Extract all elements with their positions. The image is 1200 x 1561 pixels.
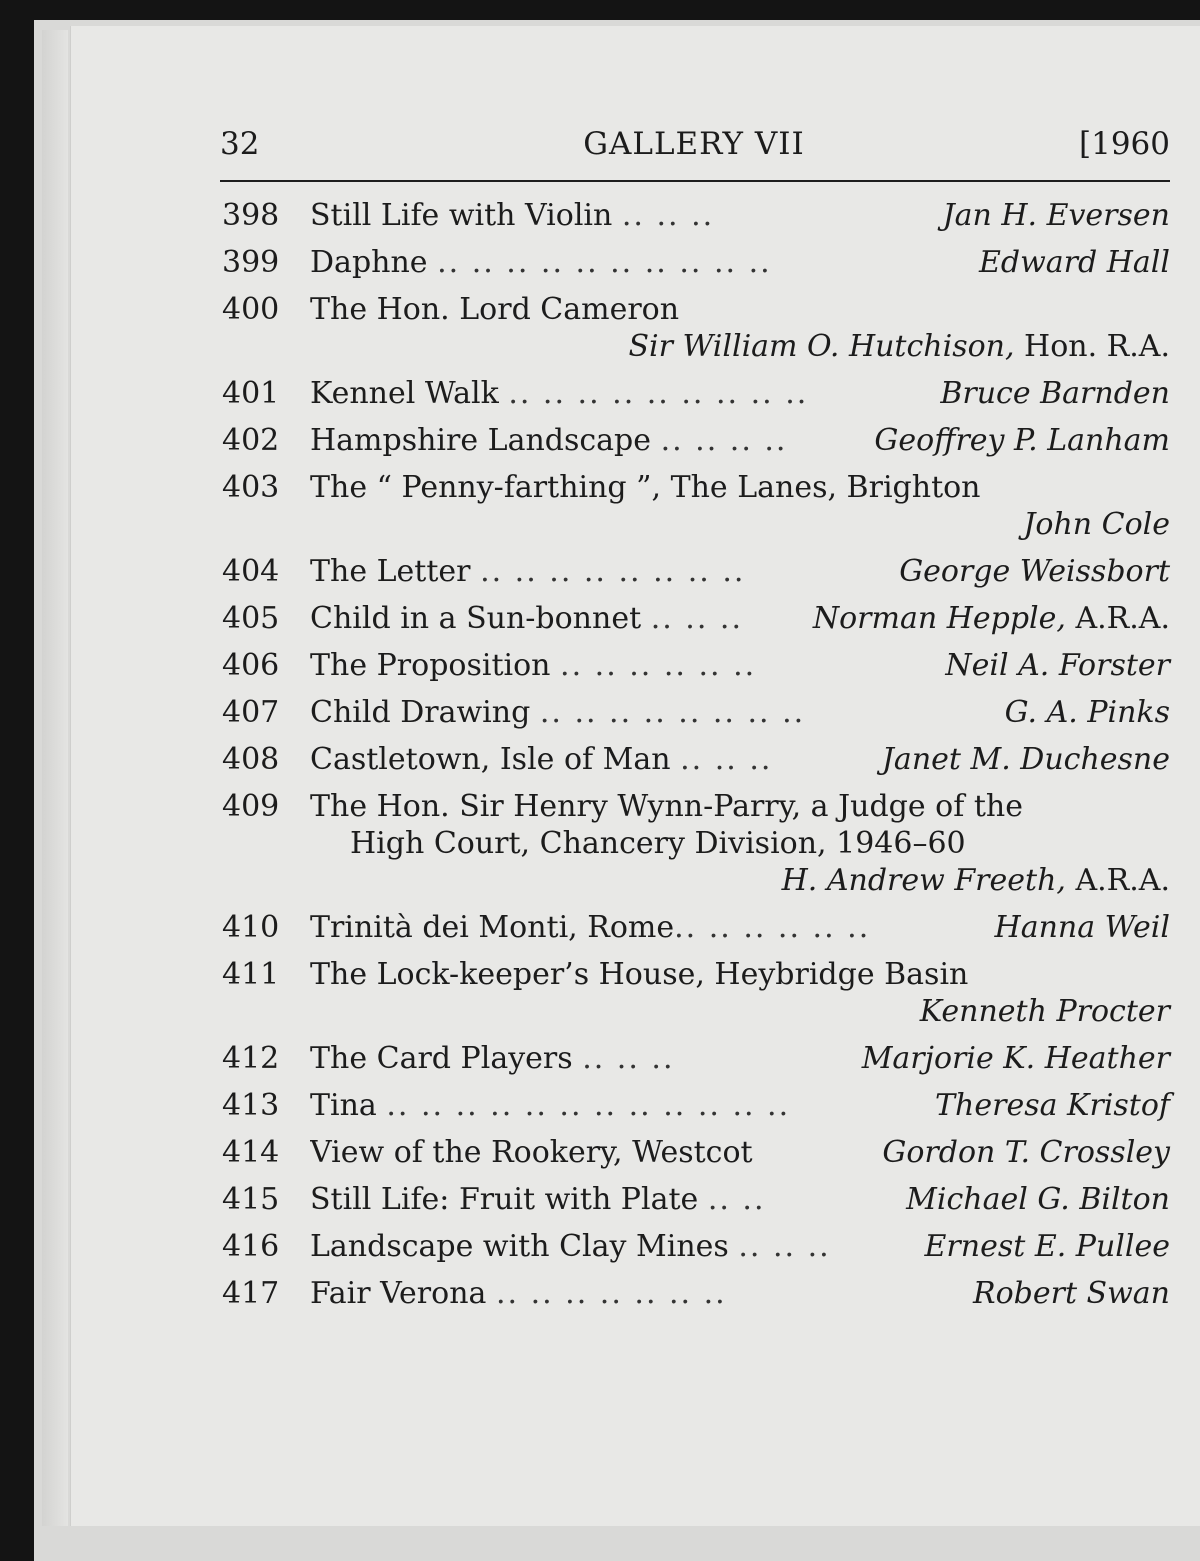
running-header bbox=[218, 126, 1170, 170]
catalogue-entry bbox=[220, 646, 1170, 693]
artist-name: Gordon T. Crossley bbox=[882, 1135, 1170, 1170]
entry-title: Fair Verona bbox=[310, 1276, 487, 1311]
catalogue-entry bbox=[220, 243, 1170, 290]
artist-name: Kenneth Procter bbox=[919, 994, 1170, 1029]
entry-artist bbox=[1013, 507, 1170, 542]
entry-artist bbox=[969, 245, 1170, 280]
entry-artist bbox=[852, 1041, 1170, 1076]
entry-title: The Hon. Sir Henry Wynn-Parry, a Judge of the bbox=[310, 789, 1023, 824]
artist-name: Bruce Barnden bbox=[940, 376, 1170, 411]
catalogue-entry bbox=[220, 599, 1170, 646]
catalogue-entries bbox=[220, 196, 1170, 1321]
entry-title: The “ Penny-farthing ”, The Lanes, Brighton bbox=[310, 470, 981, 505]
entry-title-line: Castletown, Isle of Man .. .. .. bbox=[310, 742, 773, 777]
catalogue-entry bbox=[220, 1180, 1170, 1227]
entry-title-line bbox=[310, 789, 1170, 824]
entry-title-line: Still Life: Fruit with Plate .. .. bbox=[310, 1182, 766, 1217]
entry-artist bbox=[889, 554, 1170, 589]
artist-name: Theresa Kristof bbox=[935, 1088, 1170, 1123]
entry-artist bbox=[772, 863, 1170, 898]
entry-title-line: Landscape with Clay Mines .. .. .. bbox=[310, 1229, 831, 1264]
catalogue-number: 417 bbox=[222, 1276, 280, 1311]
entry-title-line: The Proposition .. .. .. .. .. .. bbox=[310, 648, 757, 683]
catalogue-number: 404 bbox=[222, 554, 280, 589]
entry-artist bbox=[963, 1276, 1170, 1311]
entry-title-line: Hampshire Landscape .. .. .. .. bbox=[310, 423, 788, 458]
page-edges bbox=[42, 30, 68, 1526]
artist-name: G. A. Pinks bbox=[1004, 695, 1170, 730]
catalogue-number: 401 bbox=[222, 376, 280, 411]
catalogue-number: 414 bbox=[222, 1135, 280, 1170]
entry-title: The Lock-keeper’s House, Heybridge Basin bbox=[310, 957, 969, 992]
page-number: 32 bbox=[220, 126, 260, 162]
artist-name: Neil A. Forster bbox=[945, 648, 1170, 683]
entry-artist bbox=[872, 1135, 1170, 1170]
catalogue-number: 408 bbox=[222, 742, 280, 777]
catalogue-entry bbox=[220, 374, 1170, 421]
artist-name: Janet M. Duchesne bbox=[881, 742, 1170, 777]
catalogue-entry bbox=[220, 1086, 1170, 1133]
catalogue-number: 405 bbox=[222, 601, 280, 636]
artist-honours: Hon. R.A. bbox=[1014, 329, 1170, 364]
entry-artist bbox=[933, 198, 1170, 233]
entry-artist bbox=[618, 329, 1170, 364]
entry-artist bbox=[803, 601, 1170, 636]
entry-title-line: Daphne .. .. .. .. .. .. .. .. .. .. bbox=[310, 245, 772, 280]
artist-honours: A.R.A. bbox=[1065, 601, 1170, 636]
entry-title: The Hon. Lord Cameron bbox=[310, 292, 680, 327]
entry-artist bbox=[864, 423, 1170, 458]
entry-title-line bbox=[310, 470, 1170, 505]
header-rule bbox=[220, 180, 1170, 182]
entry-artist bbox=[995, 695, 1170, 730]
catalogue-number: 407 bbox=[222, 695, 280, 730]
entry-title: The Letter bbox=[310, 554, 471, 589]
entry-artist bbox=[935, 648, 1170, 683]
catalogue-number: 409 bbox=[222, 789, 280, 824]
entry-title-line: The Card Players .. .. .. bbox=[310, 1041, 675, 1076]
artist-name: Robert Swan bbox=[973, 1276, 1170, 1311]
catalogue-number: 402 bbox=[222, 423, 280, 458]
artist-name: Sir William O. Hutchison, bbox=[628, 329, 1015, 364]
entry-artist bbox=[925, 1088, 1170, 1123]
catalogue-entry bbox=[220, 787, 1170, 908]
catalogue-number: 412 bbox=[222, 1041, 280, 1076]
entry-title-line: Child Drawing .. .. .. .. .. .. .. .. bbox=[310, 695, 806, 730]
entry-title: Daphne bbox=[310, 245, 428, 280]
entry-artist bbox=[985, 910, 1170, 945]
catalogue-entry bbox=[220, 693, 1170, 740]
catalogue-entry bbox=[220, 421, 1170, 468]
entry-title-continuation bbox=[350, 826, 1170, 861]
entry-title-line bbox=[310, 292, 1170, 327]
entry-title: The Proposition bbox=[310, 648, 551, 683]
entry-title: View of the Rookery, Westcot bbox=[310, 1135, 753, 1170]
artist-honours: A.R.A. bbox=[1065, 863, 1170, 898]
entry-title-line: Still Life with Violin .. .. .. bbox=[310, 198, 715, 233]
catalogue-entry bbox=[220, 1227, 1170, 1274]
catalogue-number: 410 bbox=[222, 910, 280, 945]
entry-title: Trinità dei Monti, Rome bbox=[310, 910, 675, 945]
entry-artist bbox=[872, 742, 1170, 777]
catalogue-entry bbox=[220, 955, 1170, 1039]
catalogue-number: 403 bbox=[222, 470, 280, 505]
entry-title-line: Kennel Walk .. .. .. .. .. .. .. .. .. bbox=[310, 376, 809, 411]
entry-title: Child Drawing bbox=[310, 695, 531, 730]
artist-name: Edward Hall bbox=[979, 245, 1170, 280]
artist-name: Michael G. Bilton bbox=[906, 1182, 1170, 1217]
catalogue-number: 416 bbox=[222, 1229, 280, 1264]
entry-title-line: The Letter .. .. .. .. .. .. .. .. bbox=[310, 554, 746, 589]
entry-artist bbox=[896, 1182, 1170, 1217]
entry-title: Child in a Sun-bonnet bbox=[310, 601, 642, 636]
entry-title: The Card Players bbox=[310, 1041, 573, 1076]
artist-name: Ernest E. Pullee bbox=[924, 1229, 1170, 1264]
year-label: [1960 bbox=[1079, 126, 1170, 162]
artist-name: Hanna Weil bbox=[994, 910, 1170, 945]
entry-title-line: Child in a Sun-bonnet .. .. .. bbox=[310, 601, 743, 636]
section-title: GALLERY VII bbox=[583, 126, 805, 162]
entry-artist bbox=[930, 376, 1170, 411]
catalogue-entry bbox=[220, 740, 1170, 787]
entry-title-line: Fair Verona .. .. .. .. .. .. .. bbox=[310, 1276, 727, 1311]
entry-title: Tina bbox=[310, 1088, 377, 1123]
catalogue-number: 400 bbox=[222, 292, 280, 327]
entry-title: Hampshire Landscape bbox=[310, 423, 652, 458]
entry-artist bbox=[915, 1229, 1170, 1264]
artist-name: Geoffrey P. Lanham bbox=[874, 423, 1170, 458]
artist-name: Marjorie K. Heather bbox=[861, 1041, 1170, 1076]
catalogue-entry bbox=[220, 196, 1170, 243]
artist-name: Jan H. Eversen bbox=[942, 198, 1170, 233]
entry-title-line: Trinità dei Monti, Rome.. .. .. .. .. .. bbox=[310, 910, 871, 945]
catalogue-entry bbox=[220, 552, 1170, 599]
catalogue-entry bbox=[220, 1133, 1170, 1180]
catalogue-entry bbox=[220, 290, 1170, 374]
entry-title: Castletown, Isle of Man bbox=[310, 742, 671, 777]
catalogue-number: 406 bbox=[222, 648, 280, 683]
entry-title-cont: High Court, Chancery Division, 1946–60 bbox=[350, 826, 966, 861]
entry-title: Landscape with Clay Mines bbox=[310, 1229, 729, 1264]
artist-name: John Cole bbox=[1023, 507, 1170, 542]
entry-title: Still Life with Violin bbox=[310, 198, 613, 233]
catalogue-entry bbox=[220, 1039, 1170, 1086]
catalogue-entry bbox=[220, 1274, 1170, 1321]
catalogue-number: 413 bbox=[222, 1088, 280, 1123]
catalogue-entry bbox=[220, 468, 1170, 552]
artist-name: H. Andrew Freeth, bbox=[781, 863, 1066, 898]
artist-name: Norman Hepple, bbox=[812, 601, 1066, 636]
catalogue-number: 398 bbox=[222, 198, 280, 233]
entry-title-line bbox=[310, 957, 1170, 992]
entry-title-line: Tina .. .. .. .. .. .. .. .. .. .. .. .. bbox=[310, 1088, 791, 1123]
catalogue-entry bbox=[220, 908, 1170, 955]
entry-title: Kennel Walk bbox=[310, 376, 499, 411]
entry-title: Still Life: Fruit with Plate bbox=[310, 1182, 699, 1217]
catalogue-number: 415 bbox=[222, 1182, 280, 1217]
entry-artist bbox=[910, 994, 1170, 1029]
artist-name: George Weissbort bbox=[899, 554, 1170, 589]
catalogue-number: 411 bbox=[222, 957, 280, 992]
catalogue-number: 399 bbox=[222, 245, 280, 280]
